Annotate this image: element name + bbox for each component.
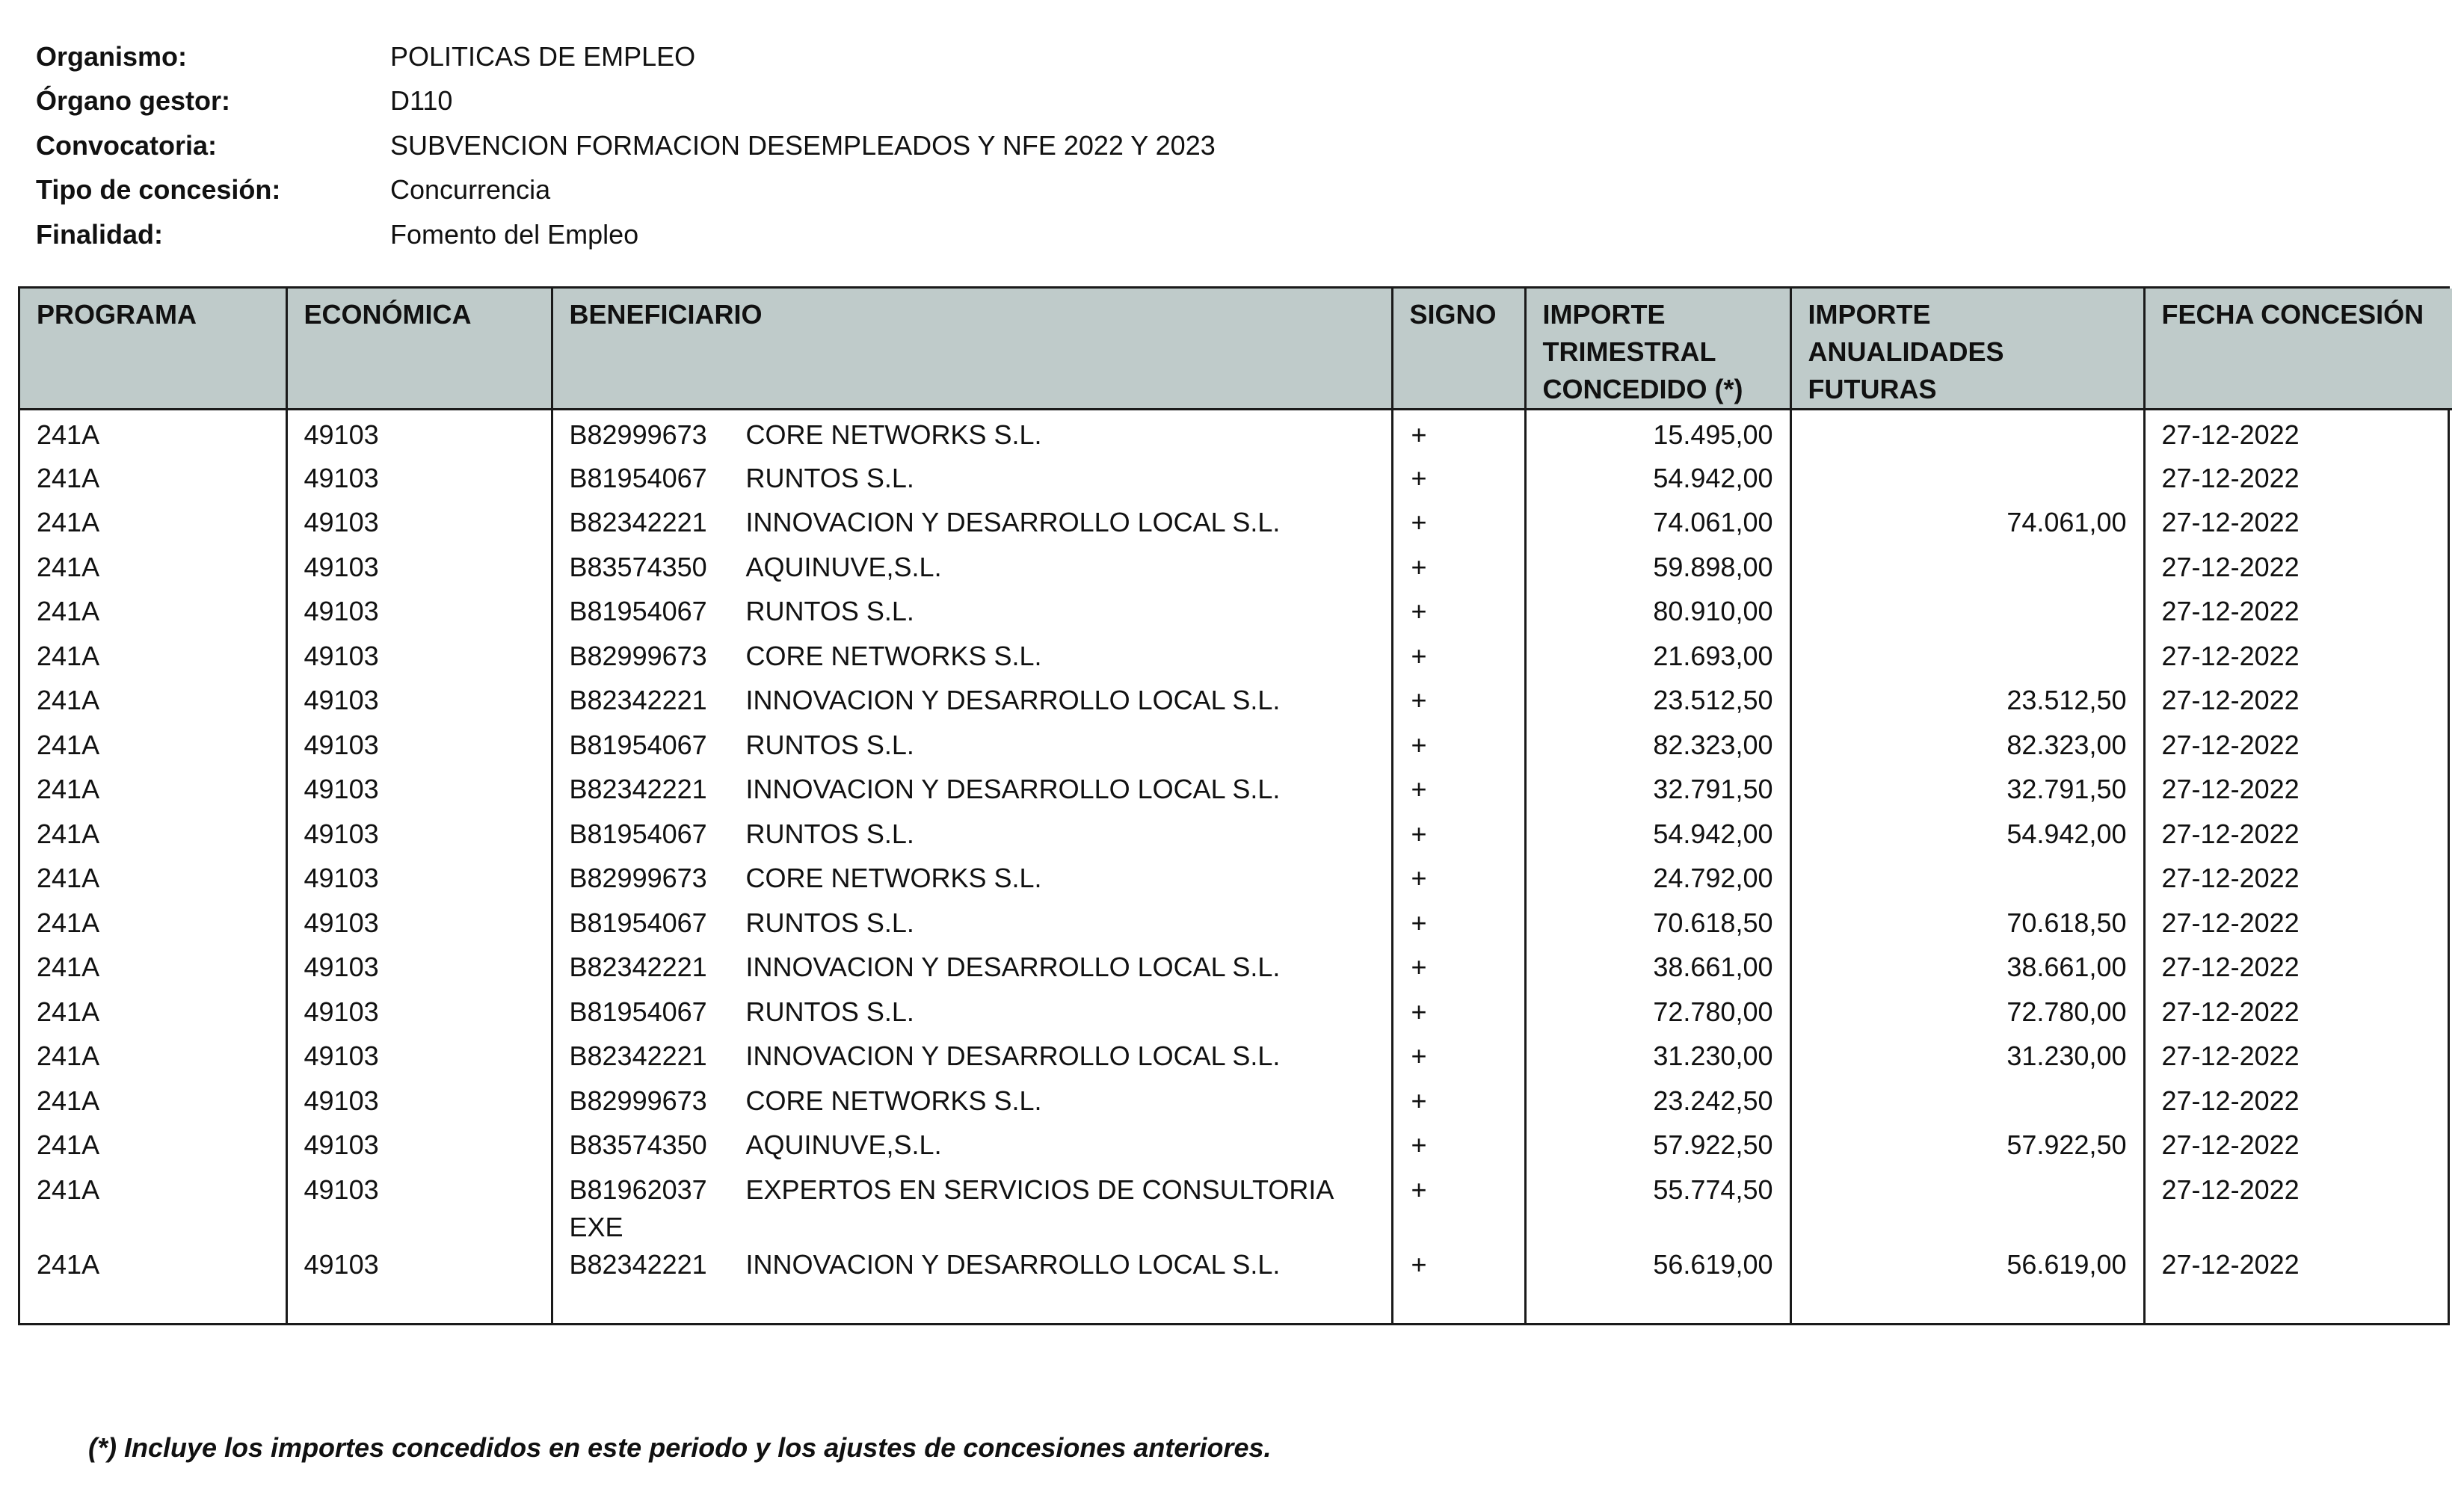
cell-importe-trimestral: 56.619,00 bbox=[1525, 1246, 1790, 1291]
cell-fecha: 27-12-2022 bbox=[2144, 1126, 2452, 1171]
table-header-row bbox=[20, 289, 2452, 410]
cell-fecha: 27-12-2022 bbox=[2144, 1171, 2452, 1246]
cell-importe-futuras: 82.323,00 bbox=[1790, 727, 2144, 771]
cell-signo: + bbox=[1392, 410, 1525, 460]
meta-row bbox=[36, 123, 1216, 168]
cell-signo: + bbox=[1392, 860, 1525, 904]
beneficiario-nombre: CORE NETWORKS S.L. bbox=[745, 1085, 1042, 1116]
cell-fecha: 27-12-2022 bbox=[2144, 682, 2452, 727]
cell-economica: 49103 bbox=[286, 1171, 552, 1246]
cell-signo: + bbox=[1392, 904, 1525, 949]
cell-importe-futuras bbox=[1790, 638, 2144, 682]
cell-beneficiario bbox=[552, 410, 1392, 460]
cell-importe-futuras: 23.512,50 bbox=[1790, 682, 2144, 727]
beneficiario-line bbox=[570, 416, 1375, 454]
beneficiario-nombre: INNOVACION Y DESARROLLO LOCAL S.L. bbox=[745, 952, 1281, 982]
cell-importe-futuras: 38.661,00 bbox=[1790, 949, 2144, 993]
meta-label: Finalidad: bbox=[36, 218, 163, 250]
beneficiario-line bbox=[570, 593, 1375, 630]
cell-importe-trimestral: 82.323,00 bbox=[1525, 727, 1790, 771]
cell-signo: + bbox=[1392, 1171, 1525, 1246]
cell-economica: 49103 bbox=[286, 638, 552, 682]
beneficiario-nombre: CORE NETWORKS S.L. bbox=[745, 640, 1042, 671]
cell-economica: 49103 bbox=[286, 860, 552, 904]
cell-programa: 241A bbox=[37, 596, 100, 626]
cell-programa: 241A bbox=[37, 952, 100, 982]
cell-importe-trimestral: 32.791,50 bbox=[1525, 771, 1790, 816]
cell-economica: 49103 bbox=[286, 593, 552, 638]
cell-beneficiario bbox=[552, 549, 1392, 594]
cell-economica: 49103 bbox=[286, 727, 552, 771]
cell-importe-futuras: 74.061,00 bbox=[1790, 504, 2144, 549]
cell-beneficiario bbox=[552, 593, 1392, 638]
cell-importe-futuras bbox=[1790, 1171, 2144, 1246]
beneficiario-line bbox=[570, 860, 1375, 897]
cell-importe-trimestral: 55.774,50 bbox=[1525, 1171, 1790, 1246]
cell-fecha: 27-12-2022 bbox=[2144, 638, 2452, 682]
cell-importe-futuras: 32.791,50 bbox=[1790, 771, 2144, 816]
cell-programa: 241A bbox=[37, 863, 100, 893]
meta-row bbox=[36, 212, 1216, 257]
cell-importe-futuras bbox=[1790, 860, 2144, 904]
beneficiario-nif: B82342221 bbox=[569, 774, 707, 804]
table-row bbox=[20, 1082, 2452, 1127]
beneficiario-nombre: INNOVACION Y DESARROLLO LOCAL S.L. bbox=[745, 507, 1281, 537]
cell-fecha: 27-12-2022 bbox=[2144, 1038, 2452, 1082]
cell-programa: 241A bbox=[37, 907, 100, 938]
cell-programa: 241A bbox=[37, 1174, 100, 1205]
meta-label: Órgano gestor: bbox=[36, 85, 231, 117]
table-row bbox=[20, 1171, 2452, 1246]
meta-label: Convocatoria: bbox=[36, 129, 218, 161]
cell-fecha: 27-12-2022 bbox=[2144, 1082, 2452, 1127]
cell-importe-trimestral: 72.780,00 bbox=[1525, 993, 1790, 1038]
beneficiario-nif: B81954067 bbox=[569, 596, 707, 626]
meta-row bbox=[36, 34, 1216, 79]
cell-importe-trimestral: 38.661,00 bbox=[1525, 949, 1790, 993]
cell-programa: 241A bbox=[37, 507, 100, 537]
cell-fecha: 27-12-2022 bbox=[2144, 904, 2452, 949]
beneficiario-nombre-cont: EXE bbox=[569, 1211, 623, 1242]
table-row bbox=[20, 410, 2452, 460]
table-row bbox=[20, 771, 2452, 816]
cell-beneficiario bbox=[552, 860, 1392, 904]
cell-programa: 241A bbox=[37, 1248, 100, 1280]
cell-importe-trimestral: 15.495,00 bbox=[1525, 410, 1790, 460]
beneficiario-nombre: INNOVACION Y DESARROLLO LOCAL S.L. bbox=[745, 685, 1281, 715]
cell-fecha: 27-12-2022 bbox=[2144, 949, 2452, 993]
cell-fecha: 27-12-2022 bbox=[2144, 549, 2452, 594]
beneficiario-line bbox=[570, 816, 1375, 853]
cell-beneficiario bbox=[552, 771, 1392, 816]
beneficiario-nif: B82999673 bbox=[569, 640, 707, 671]
cell-beneficiario bbox=[552, 460, 1392, 505]
cell-economica: 49103 bbox=[286, 1038, 552, 1082]
filler-cell bbox=[1392, 1290, 1525, 1323]
cell-beneficiario bbox=[552, 904, 1392, 949]
cell-programa: 241A bbox=[37, 774, 100, 804]
cell-beneficiario bbox=[552, 949, 1392, 993]
cell-importe-futuras bbox=[1790, 593, 2144, 638]
header-metadata bbox=[36, 34, 1216, 257]
beneficiario-nombre: CORE NETWORKS S.L. bbox=[745, 419, 1042, 450]
cell-beneficiario bbox=[552, 993, 1392, 1038]
cell-fecha: 27-12-2022 bbox=[2144, 1246, 2452, 1291]
cell-fecha: 27-12-2022 bbox=[2144, 860, 2452, 904]
beneficiario-nif: B82342221 bbox=[569, 1041, 707, 1071]
cell-signo: + bbox=[1392, 1038, 1525, 1082]
cell-importe-trimestral: 54.942,00 bbox=[1525, 460, 1790, 505]
table-row bbox=[20, 593, 2452, 638]
footnote: (*) Incluye los importes concedidos en este periodo y los ajustes de concesiones anteriores. bbox=[88, 1432, 1272, 1463]
cell-fecha: 27-12-2022 bbox=[2144, 771, 2452, 816]
beneficiario-nif: B82342221 bbox=[569, 685, 707, 715]
cell-economica: 49103 bbox=[286, 949, 552, 993]
table-row bbox=[20, 816, 2452, 860]
beneficiario-nombre: AQUINUVE,S.L. bbox=[745, 1129, 942, 1160]
cell-fecha: 27-12-2022 bbox=[2144, 593, 2452, 638]
cell-beneficiario bbox=[552, 816, 1392, 860]
grants-table bbox=[20, 289, 2452, 1323]
cell-programa: 241A bbox=[37, 996, 100, 1027]
cell-importe-trimestral: 23.512,50 bbox=[1525, 682, 1790, 727]
beneficiario-nif: B82999673 bbox=[569, 1085, 707, 1116]
cell-programa: 241A bbox=[37, 729, 100, 760]
beneficiario-line bbox=[570, 727, 1375, 764]
cell-programa: 241A bbox=[37, 419, 100, 450]
filler-cell bbox=[2144, 1290, 2452, 1323]
header-importe-trimestral: IMPORTE TRIMESTRAL CONCEDIDO (*) bbox=[1525, 289, 1790, 410]
table-row bbox=[20, 727, 2452, 771]
beneficiario-nombre: INNOVACION Y DESARROLLO LOCAL S.L. bbox=[745, 1248, 1281, 1280]
cell-importe-trimestral: 74.061,00 bbox=[1525, 504, 1790, 549]
cell-importe-futuras: 57.922,50 bbox=[1790, 1126, 2144, 1171]
cell-signo: + bbox=[1392, 771, 1525, 816]
beneficiario-line bbox=[570, 771, 1375, 808]
cell-importe-futuras: 54.942,00 bbox=[1790, 816, 2144, 860]
cell-fecha: 27-12-2022 bbox=[2144, 460, 2452, 505]
cell-signo: + bbox=[1392, 460, 1525, 505]
beneficiario-nombre: EXPERTOS EN SERVICIOS DE CONSULTORIA bbox=[745, 1174, 1334, 1205]
cell-importe-trimestral: 24.792,00 bbox=[1525, 860, 1790, 904]
cell-importe-futuras: 31.230,00 bbox=[1790, 1038, 2144, 1082]
beneficiario-line bbox=[570, 504, 1375, 541]
meta-row bbox=[36, 168, 1216, 213]
meta-row bbox=[36, 79, 1216, 124]
beneficiario-nombre: RUNTOS S.L. bbox=[745, 818, 914, 849]
beneficiario-line bbox=[570, 1171, 1375, 1209]
cell-importe-trimestral: 80.910,00 bbox=[1525, 593, 1790, 638]
cell-programa: 241A bbox=[37, 1129, 100, 1160]
filler-cell bbox=[286, 1290, 552, 1323]
header-importe-futuras: IMPORTE ANUALIDADES FUTURAS bbox=[1790, 289, 2144, 410]
cell-signo: + bbox=[1392, 504, 1525, 549]
cell-economica: 49103 bbox=[286, 504, 552, 549]
beneficiario-nif: B82999673 bbox=[569, 419, 707, 450]
cell-importe-futuras: 56.619,00 bbox=[1790, 1246, 2144, 1291]
cell-economica: 49103 bbox=[286, 549, 552, 594]
beneficiario-nif: B81954067 bbox=[569, 818, 707, 849]
beneficiario-nombre: AQUINUVE,S.L. bbox=[745, 551, 942, 582]
cell-importe-futuras: 70.618,50 bbox=[1790, 904, 2144, 949]
cell-importe-futuras bbox=[1790, 410, 2144, 460]
cell-economica: 49103 bbox=[286, 904, 552, 949]
cell-fecha: 27-12-2022 bbox=[2144, 504, 2452, 549]
beneficiario-nif: B81962037 bbox=[569, 1174, 707, 1205]
cell-fecha: 27-12-2022 bbox=[2144, 816, 2452, 860]
cell-importe-futuras bbox=[1790, 549, 2144, 594]
beneficiario-nombre: INNOVACION Y DESARROLLO LOCAL S.L. bbox=[745, 774, 1281, 804]
beneficiario-nif: B82999673 bbox=[569, 863, 707, 893]
beneficiario-nombre: RUNTOS S.L. bbox=[745, 729, 914, 760]
cell-importe-futuras bbox=[1790, 1082, 2144, 1127]
beneficiario-line bbox=[570, 1038, 1375, 1075]
cell-signo: + bbox=[1392, 949, 1525, 993]
cell-importe-trimestral: 23.242,50 bbox=[1525, 1082, 1790, 1127]
cell-signo: + bbox=[1392, 682, 1525, 727]
filler-cell bbox=[1525, 1290, 1790, 1323]
cell-beneficiario bbox=[552, 682, 1392, 727]
cell-economica: 49103 bbox=[286, 1246, 552, 1291]
meta-label: Tipo de concesión: bbox=[36, 174, 281, 206]
table-row bbox=[20, 1246, 2452, 1291]
cell-beneficiario bbox=[552, 1082, 1392, 1127]
cell-economica: 49103 bbox=[286, 682, 552, 727]
beneficiario-nombre: RUNTOS S.L. bbox=[745, 596, 914, 626]
meta-value: POLITICAS DE EMPLEO bbox=[390, 40, 696, 72]
meta-value: D110 bbox=[390, 85, 453, 117]
cell-importe-futuras: 72.780,00 bbox=[1790, 993, 2144, 1038]
cell-beneficiario bbox=[552, 727, 1392, 771]
beneficiario-nombre: RUNTOS S.L. bbox=[745, 907, 914, 938]
cell-signo: + bbox=[1392, 727, 1525, 771]
beneficiario-nif: B81954067 bbox=[569, 729, 707, 760]
cell-programa: 241A bbox=[37, 640, 100, 671]
cell-signo: + bbox=[1392, 816, 1525, 860]
beneficiario-line bbox=[570, 1082, 1375, 1120]
table-filler-row bbox=[20, 1290, 2452, 1323]
table-row bbox=[20, 504, 2452, 549]
cell-beneficiario bbox=[552, 1246, 1392, 1291]
cell-programa: 241A bbox=[37, 685, 100, 715]
cell-signo: + bbox=[1392, 593, 1525, 638]
table-row bbox=[20, 1038, 2452, 1082]
beneficiario-nif: B81954067 bbox=[569, 996, 707, 1027]
cell-economica: 49103 bbox=[286, 1126, 552, 1171]
cell-signo: + bbox=[1392, 638, 1525, 682]
cell-programa: 241A bbox=[37, 1085, 100, 1116]
table-row bbox=[20, 1126, 2452, 1171]
filler-cell bbox=[20, 1290, 286, 1323]
cell-importe-trimestral: 54.942,00 bbox=[1525, 816, 1790, 860]
cell-signo: + bbox=[1392, 1246, 1525, 1291]
header-signo: SIGNO bbox=[1392, 289, 1525, 410]
cell-beneficiario bbox=[552, 1171, 1392, 1246]
table-row bbox=[20, 638, 2452, 682]
cell-fecha: 27-12-2022 bbox=[2144, 727, 2452, 771]
beneficiario-line bbox=[570, 682, 1375, 719]
meta-label: Organismo: bbox=[36, 40, 188, 72]
cell-beneficiario bbox=[552, 638, 1392, 682]
meta-value: SUBVENCION FORMACION DESEMPLEADOS Y NFE 2022 Y 2023 bbox=[390, 129, 1216, 161]
beneficiario-nif: B82342221 bbox=[569, 952, 707, 982]
beneficiario-line bbox=[570, 549, 1375, 586]
meta-value: Fomento del Empleo bbox=[390, 218, 639, 250]
cell-economica: 49103 bbox=[286, 460, 552, 505]
filler-cell bbox=[552, 1290, 1392, 1323]
meta-value: Concurrencia bbox=[390, 174, 551, 206]
cell-programa: 241A bbox=[37, 1041, 100, 1071]
filler-cell bbox=[1790, 1290, 2144, 1323]
cell-fecha: 27-12-2022 bbox=[2144, 410, 2452, 460]
cell-economica: 49103 bbox=[286, 993, 552, 1038]
table-row bbox=[20, 904, 2452, 949]
cell-importe-futuras bbox=[1790, 460, 2144, 505]
beneficiario-line bbox=[570, 949, 1375, 986]
beneficiario-line bbox=[570, 904, 1375, 942]
beneficiario-nif: B83574350 bbox=[569, 1129, 707, 1160]
cell-signo: + bbox=[1392, 549, 1525, 594]
beneficiario-nombre: RUNTOS S.L. bbox=[745, 462, 914, 493]
cell-signo: + bbox=[1392, 1082, 1525, 1127]
table-row bbox=[20, 949, 2452, 993]
cell-importe-trimestral: 31.230,00 bbox=[1525, 1038, 1790, 1082]
table-row bbox=[20, 460, 2452, 505]
beneficiario-line bbox=[570, 1246, 1375, 1283]
beneficiario-nombre: RUNTOS S.L. bbox=[745, 996, 914, 1027]
cell-importe-trimestral: 59.898,00 bbox=[1525, 549, 1790, 594]
cell-beneficiario bbox=[552, 1126, 1392, 1171]
cell-beneficiario bbox=[552, 504, 1392, 549]
cell-programa: 241A bbox=[37, 551, 100, 582]
grants-table-frame bbox=[18, 286, 2450, 1325]
table-row bbox=[20, 993, 2452, 1038]
cell-economica: 49103 bbox=[286, 1082, 552, 1127]
table-row bbox=[20, 860, 2452, 904]
cell-signo: + bbox=[1392, 1126, 1525, 1171]
cell-programa: 241A bbox=[37, 818, 100, 849]
beneficiario-nif: B83574350 bbox=[569, 551, 707, 582]
cell-importe-trimestral: 21.693,00 bbox=[1525, 638, 1790, 682]
cell-importe-trimestral: 70.618,50 bbox=[1525, 904, 1790, 949]
beneficiario-nif: B82342221 bbox=[569, 507, 707, 537]
cell-beneficiario bbox=[552, 1038, 1392, 1082]
beneficiario-line bbox=[570, 460, 1375, 497]
cell-economica: 49103 bbox=[286, 771, 552, 816]
cell-economica: 49103 bbox=[286, 816, 552, 860]
table-row bbox=[20, 549, 2452, 594]
cell-economica: 49103 bbox=[286, 410, 552, 460]
cell-programa: 241A bbox=[37, 462, 100, 493]
header-fecha: FECHA CONCESIÓN bbox=[2144, 289, 2452, 410]
beneficiario-nif: B81954067 bbox=[569, 462, 707, 493]
header-beneficiario: BENEFICIARIO bbox=[552, 289, 1392, 410]
beneficiario-line bbox=[570, 638, 1375, 675]
header-programa: PROGRAMA bbox=[20, 289, 286, 410]
header-economica: ECONÓMICA bbox=[286, 289, 552, 410]
beneficiario-nombre: CORE NETWORKS S.L. bbox=[745, 863, 1042, 893]
beneficiario-nombre: INNOVACION Y DESARROLLO LOCAL S.L. bbox=[745, 1041, 1281, 1071]
cell-importe-trimestral: 57.922,50 bbox=[1525, 1126, 1790, 1171]
cell-fecha: 27-12-2022 bbox=[2144, 993, 2452, 1038]
beneficiario-line bbox=[570, 993, 1375, 1031]
cell-signo: + bbox=[1392, 993, 1525, 1038]
table-row bbox=[20, 682, 2452, 727]
beneficiario-line bbox=[570, 1126, 1375, 1164]
beneficiario-nif: B81954067 bbox=[569, 907, 707, 938]
beneficiario-nif: B82342221 bbox=[569, 1248, 707, 1280]
